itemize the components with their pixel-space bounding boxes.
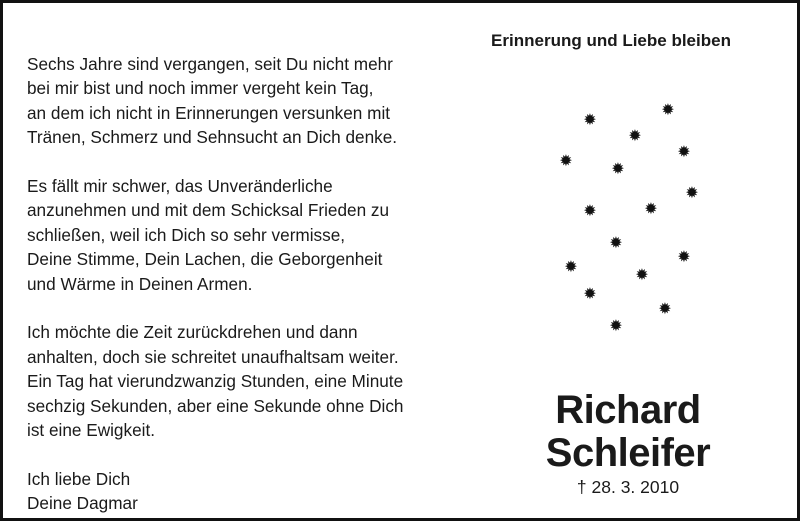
- poem-line: sechzig Sekunden, aber eine Sekunde ohne Dich: [27, 395, 404, 416]
- star-icon: ✹: [583, 110, 597, 129]
- poem-line: anhalten, doch sie schreitet unaufhaltsam weiter.: [27, 346, 399, 367]
- poem-line: Ich liebe Dich: [27, 468, 131, 489]
- poem-line: Ein Tag hat vierundzwanzig Stunden, eine Minute: [27, 371, 404, 392]
- star-icon: ✹: [644, 199, 658, 218]
- star-icon: ✹: [635, 265, 649, 284]
- star-icon: ✹: [609, 316, 623, 335]
- star-icon: ✹: [611, 159, 625, 178]
- star-icon: ✹: [685, 183, 699, 202]
- poem-line: bei mir bist und noch immer vergeht kein Tag,: [27, 78, 374, 99]
- poem-line: Tränen, Schmerz und Sehnsucht an Dich denke.: [27, 127, 398, 148]
- star-icon: ✹: [559, 151, 573, 170]
- poem-line: ist eine Ewigkeit.: [27, 420, 156, 441]
- poem-line: Sechs Jahre sind vergangen, seit Du nicht mehr: [27, 54, 393, 74]
- poem-line: schließen, weil ich Dich so sehr vermisse,: [27, 224, 346, 245]
- star-icon: ✹: [677, 142, 691, 161]
- death-date: † 28. 3. 2010: [576, 477, 680, 497]
- star-icon: ✹: [609, 233, 623, 252]
- poem-line: anzunehmen und mit dem Schicksal Frieden zu: [27, 200, 390, 221]
- poem-line: Deine Dagmar: [27, 493, 138, 514]
- deceased-first-name: Richard: [555, 388, 701, 432]
- deceased-last-name: Schleifer: [545, 431, 711, 475]
- star-icon: ✹: [658, 299, 672, 318]
- poem-line: an dem ich nicht in Erinnerungen versunken mit: [27, 102, 391, 123]
- star-icon: ✹: [583, 284, 597, 303]
- memorial-heading: Erinnerung und Liebe bleiben: [491, 31, 731, 50]
- poem-line: Deine Stimme, Dein Lachen, die Geborgenheit: [27, 249, 383, 270]
- star-icon: ✹: [677, 247, 691, 266]
- poem-line: Ich möchte die Zeit zurückdrehen und dann: [27, 322, 358, 343]
- star-icon: ✹: [564, 257, 578, 276]
- star-icon: ✹: [583, 201, 597, 220]
- poem-line: und Wärme in Deinen Armen.: [27, 273, 253, 294]
- poem-line: Es fällt mir schwer, das Unveränderliche: [27, 176, 333, 197]
- star-icon: ✹: [661, 100, 675, 119]
- star-icon: ✹: [628, 126, 642, 145]
